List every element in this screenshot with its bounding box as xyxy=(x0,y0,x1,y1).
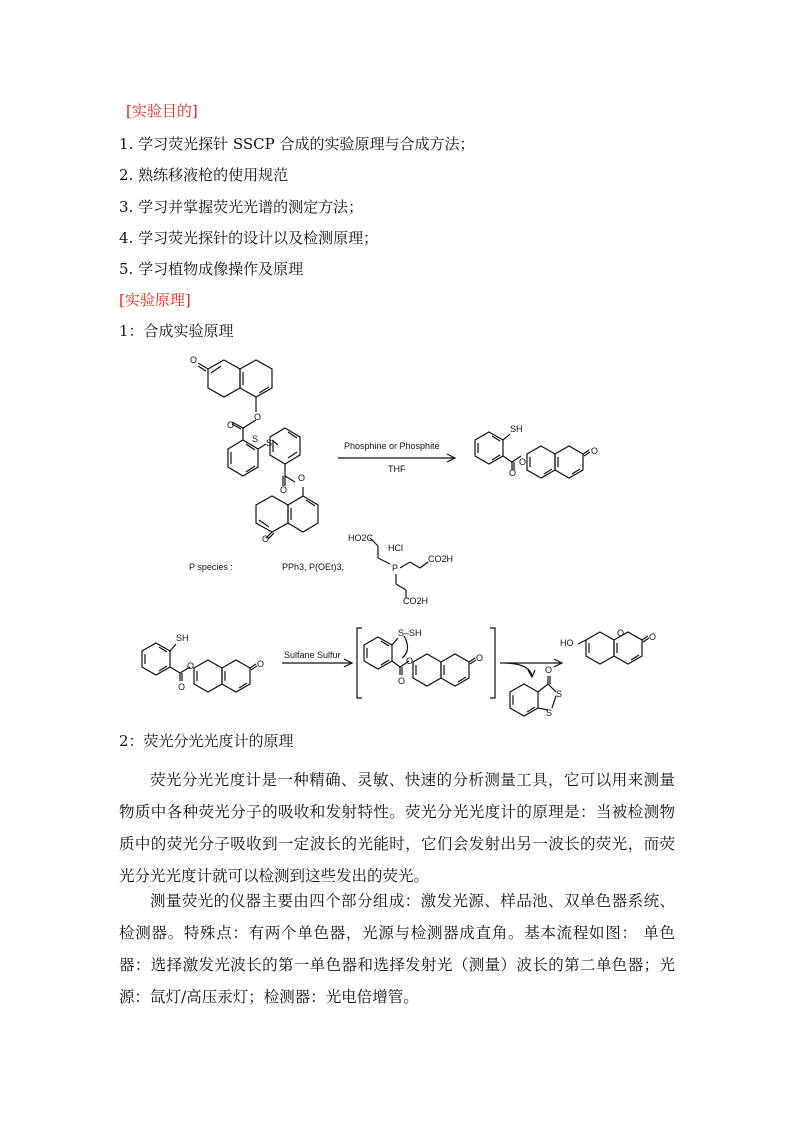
reagent-hcl: HCl xyxy=(388,543,403,553)
arrow-label-top: Phosphine or Phosphite xyxy=(344,441,440,451)
paragraph-1 xyxy=(119,764,675,892)
p-species-list: PPh3, P(OEt)3, xyxy=(282,562,345,572)
reagent-co2h-a: HO2C xyxy=(348,533,374,543)
objective-item-2: 2. 熟练移液枪的使用规范 xyxy=(119,166,289,184)
svg-text:O: O xyxy=(254,412,262,422)
paragraph-1-text: 荧光分光光度计是一种精确、灵敏、快速的分析测量工具，它可以用来测量物质中各种荧光分子的吸收和发射特性。荧光分光光度计的原理是：当被检测物质中的荧光分子吸收到一定波长的光能时，它们会发射出另一波长的荧光，而荧光分光光度计就可以检测到这些发出的荧光。 xyxy=(119,771,675,885)
svg-text:O: O xyxy=(398,676,406,686)
svg-text:S: S xyxy=(266,438,273,448)
arrow-label-bottom: THF xyxy=(388,464,406,474)
arrow-label-sulfane: Sulfane Sulfur xyxy=(284,650,341,660)
objective-item-4: 4. 学习荧光探针的设计以及检测原理； xyxy=(119,229,379,247)
svg-text:O: O xyxy=(519,457,527,467)
reagent-co2h-b: CO2H xyxy=(428,554,454,564)
objective-item-5: 5. 学习植物成像操作及原理 xyxy=(119,260,304,278)
svg-text:SH: SH xyxy=(510,424,523,434)
svg-text:O: O xyxy=(257,659,265,669)
svg-text:O: O xyxy=(298,473,306,483)
svg-text:S: S xyxy=(556,689,563,699)
svg-text:S: S xyxy=(252,434,259,444)
objective-item-1: 1. 学习荧光探针 SSCP 合成的实验原理与合成方法； xyxy=(119,135,475,153)
svg-text:O: O xyxy=(545,665,553,675)
p-species-label: P species : xyxy=(189,562,233,572)
section-title-principle: [实验原理] xyxy=(119,291,191,309)
svg-text:O: O xyxy=(509,468,517,478)
svg-text:O: O xyxy=(476,653,484,663)
svg-text:O: O xyxy=(617,628,625,638)
subsection-synthesis: 1：合成实验原理 xyxy=(119,322,234,340)
svg-text:O: O xyxy=(178,682,186,692)
svg-text:O: O xyxy=(406,656,414,666)
svg-text:S: S xyxy=(546,708,553,718)
svg-text:O: O xyxy=(187,661,195,671)
svg-text:O: O xyxy=(189,355,197,365)
reagent-co2h-c: CO2H xyxy=(403,596,429,606)
section-title-objective: [实验目的] xyxy=(126,102,198,120)
svg-text:O: O xyxy=(227,420,235,430)
sh-label: SH xyxy=(176,633,189,643)
svg-text:O: O xyxy=(262,534,270,544)
ho-label: HO xyxy=(560,638,574,648)
objective-item-3: 3. 学习并掌握荧光光谱的测定方法； xyxy=(119,198,364,216)
svg-text:O: O xyxy=(280,485,288,495)
reagent-p: P xyxy=(392,563,399,573)
paragraph-2-text: 测量荧光的仪器主要由四个部分组成：激发光源、样品池、双单色器系统、检测器。特殊点：有两个单色器，光源与检测器成直角。基本流程如图： 单色器：选择激发光波长的第一单色器和选择发射光（测量）波长的第二单色器；光源：氙灯/高压汞灯；检测器：光电倍增管。 xyxy=(119,892,675,1006)
svg-text:O: O xyxy=(591,446,599,456)
svg-text:O: O xyxy=(649,632,657,642)
subsection-fluorometer: 2：荧光分光光度计的原理 xyxy=(119,732,294,750)
s-sh-label: S–SH xyxy=(398,628,422,638)
paragraph-2 xyxy=(119,885,675,1013)
